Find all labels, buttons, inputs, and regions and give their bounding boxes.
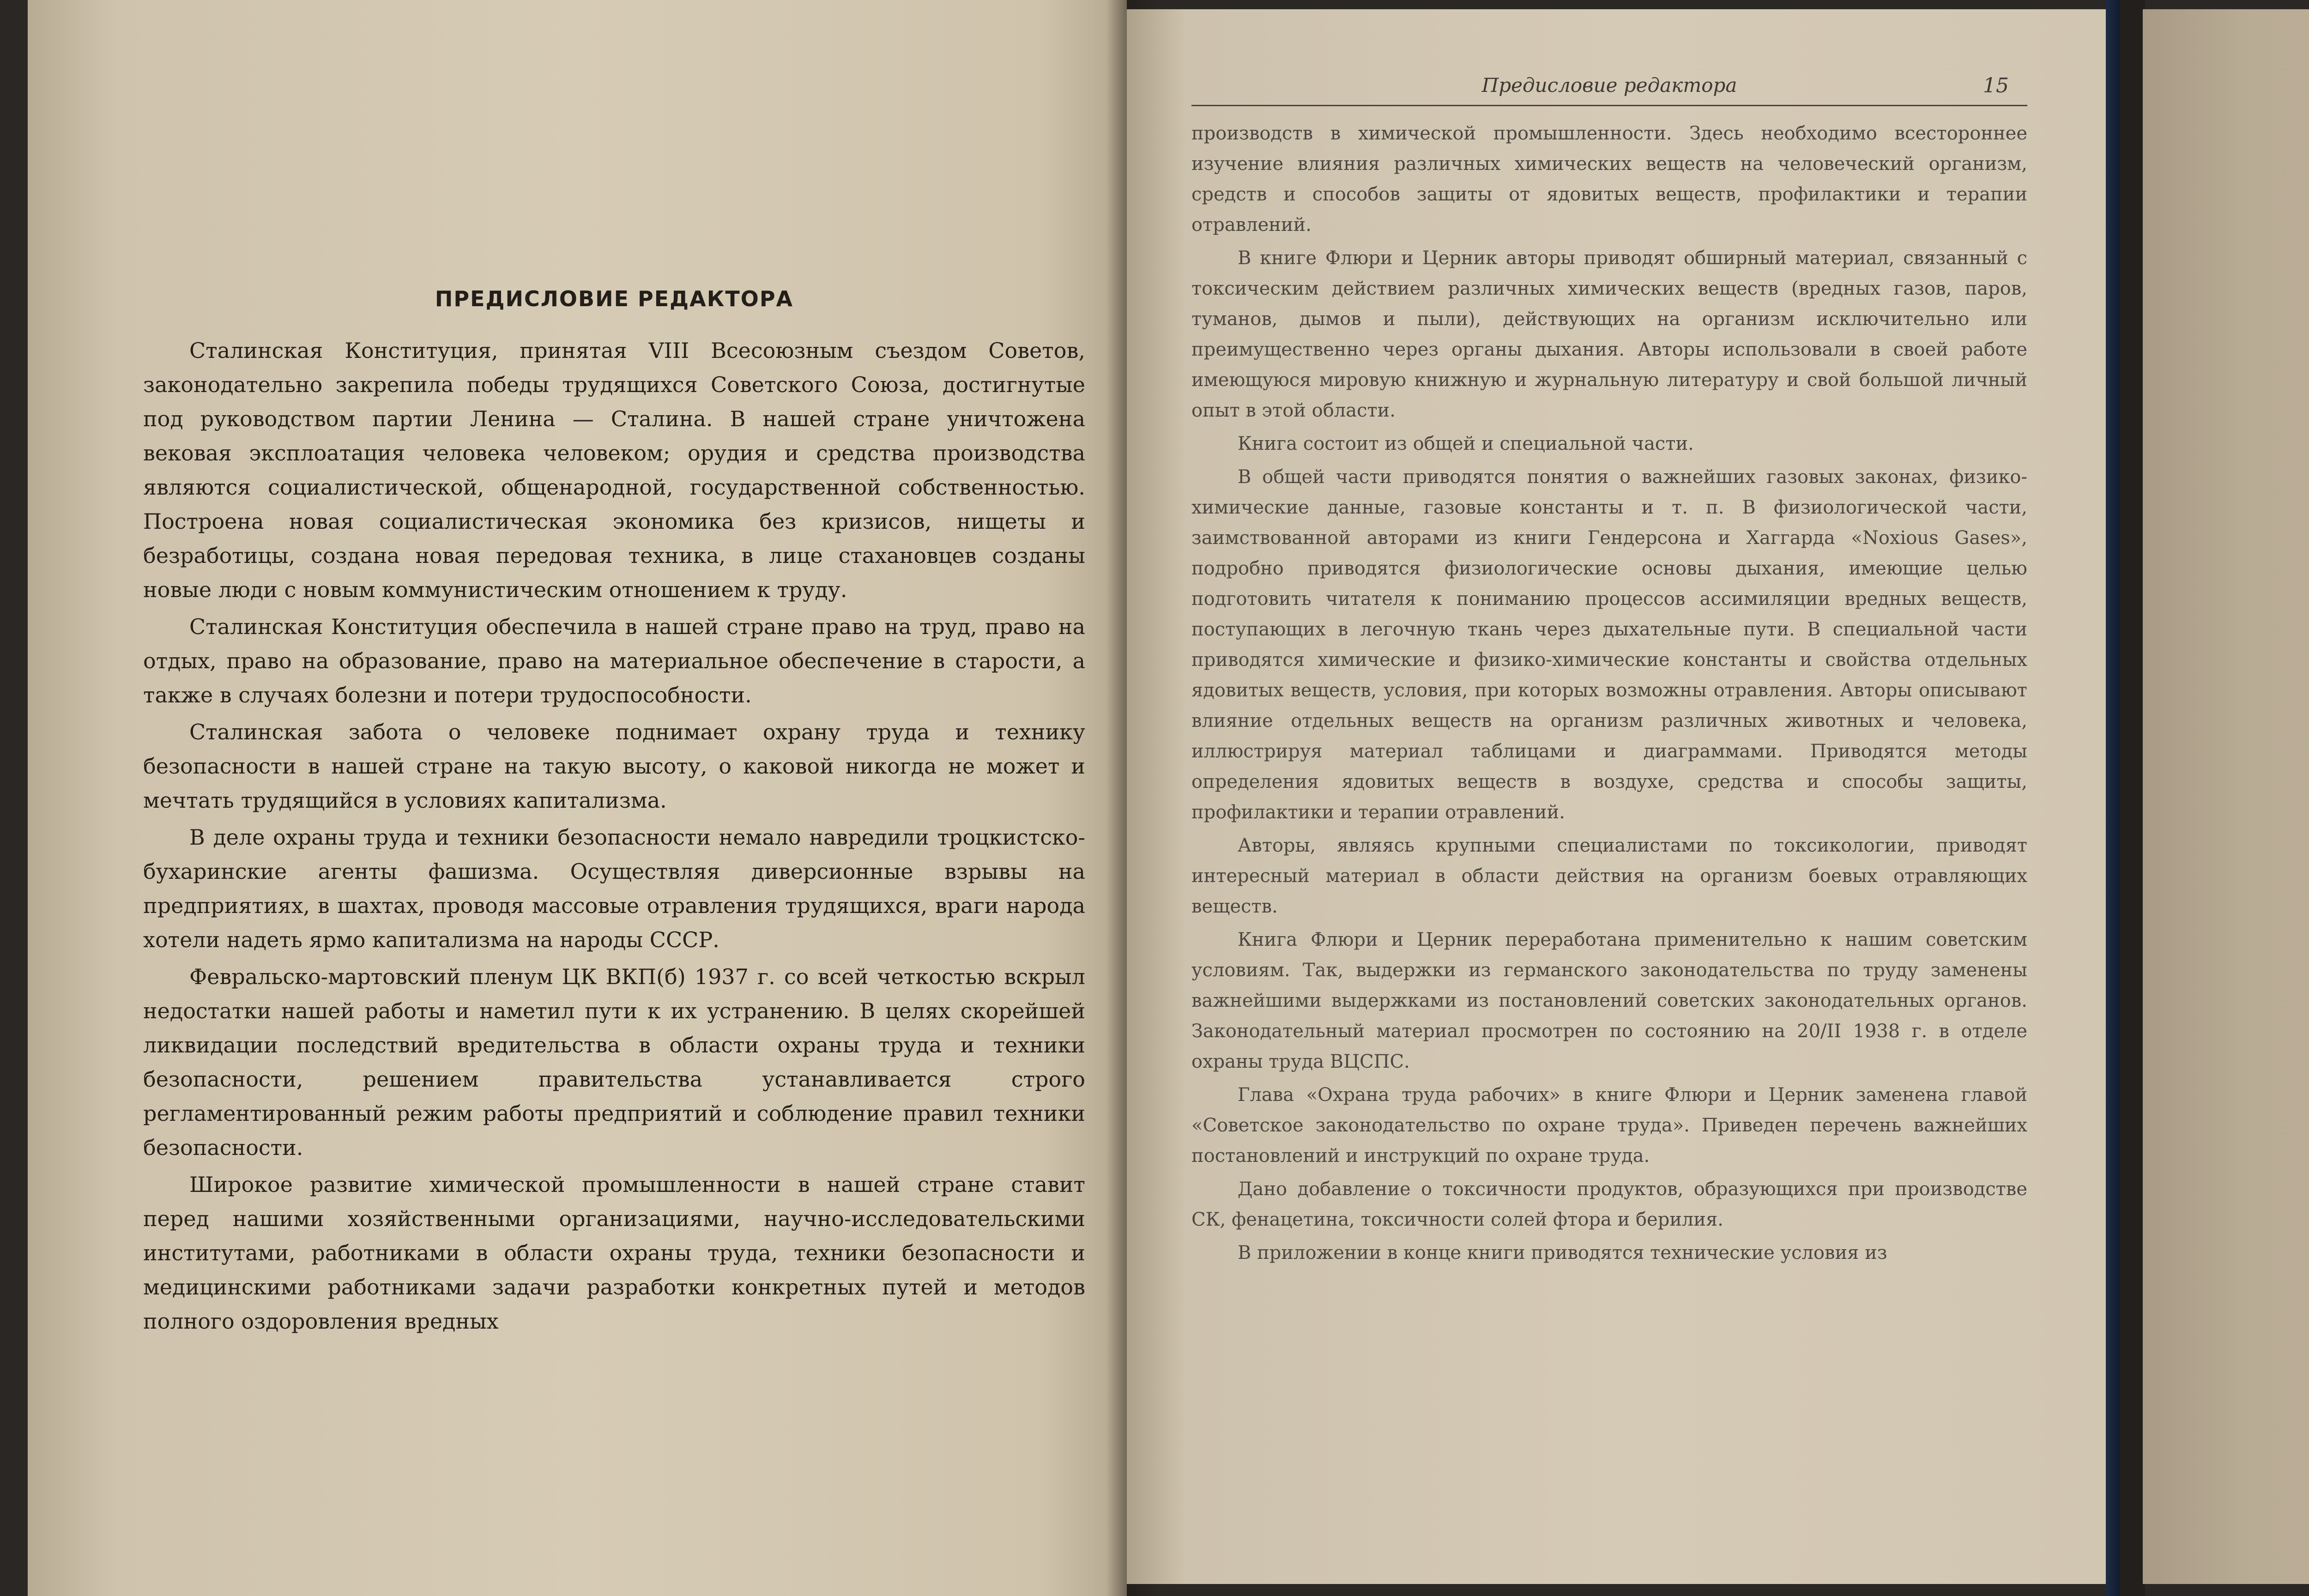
middle-book-page bbox=[1127, 9, 2120, 1584]
paragraph: Сталинская Конституция, принятая VIII Всесоюзным съездом Советов, законодательно закрепила победы трудящихся Советского Союза, достигнутые под руководством партии Ленина — Сталина. В нашей стране уничтожена вековая эксплоатация человека человеком; орудия и средства производства являются социалистической, общенародной, государственной собственностью. Построена новая социалистическая экономика без кризисов, нищеты и безработицы, создана новая передовая техника, в лице стахановцев созданы новые люди с новым коммунистическим отношением к труду. bbox=[143, 338, 1085, 602]
paragraph: В приложении в конце книги приводятся технические условия из bbox=[1238, 1242, 1887, 1264]
paragraph: В деле охраны труда и техники безопасности немало навредили троцкистско-бухаринские агенты фашизма. Осуществляя диверсионные взрывы на предприятиях, в шахтах, проводя массовые отравления трудящихся, враги народа хотели надеть ярмо капитализма на народы СССР. bbox=[143, 825, 1085, 952]
paragraph: Сталинская Конституция обеспечила в нашей стране право на труд, право на отдых, право на образование, право на материальное обеспечение в старости, а также в случаях болезни и потери трудоспособности. bbox=[143, 614, 1085, 707]
paragraph: Сталинская забота о человеке поднимает охрану труда и технику безопасности в нашей стране на такую высоту, о каковой никогда не может и мечтать трудящийся в условиях капитализма. bbox=[143, 719, 1085, 813]
paragraph: Дано добавление о токсичности продуктов, образующихся при производстве СК, фенацетина, токсичности солей фтора и берилия. bbox=[1191, 1179, 2027, 1230]
paragraph: производств в химической промышленности. Здесь необходимо всестороннее изучение влияния различных химических веществ на человеческий организм, средств и способов защиты от ядовитых веществ, профилактики и терапии отравлений. bbox=[1191, 123, 2027, 236]
header-rule bbox=[1191, 105, 2027, 106]
left-book-page bbox=[28, 0, 1127, 1596]
page-number: 15 bbox=[1983, 74, 2009, 97]
right-book-page bbox=[2143, 9, 2309, 1584]
paragraph: Февральско-мартовский пленум ЦК ВКП(б) 1937 г. со всей четкостью вскрыл недостатки нашей работы и наметил пути к их устранению. В целях скорейшей ликвидации последствий вредительства в области охраны труда и техники безопасности, решением правительства устанавливается строго регламентированный режим работы предприятий и соблюдение правил техники безопасности. bbox=[143, 964, 1085, 1160]
paragraph: Широкое развитие химической промышленности в нашей стране ставит перед нашими хозяйственными организациями, научно-исследовательскими институтами, работниками в области охраны труда, техники безопасности и медицинскими работниками задачи разработки конкретных путей и методов полного оздоровления вредных bbox=[143, 1172, 1085, 1334]
running-header-title: Предисловие редактора bbox=[1481, 74, 1737, 97]
paragraph: В общей части приводятся понятия о важнейших газовых законах, физико-химические данные, газовые константы и т. п. В физиологической части, заимствованной авторами из книги Гендерсона и Хаггарда «Noxious Gases», подробно приводятся физиологические основы дыхания, имеющие целью подготовить читателя к пониманию процессов ассимиляции вредных веществ, поступающих в легочную ткань через дыхательные пути. В специальной части приводятся химические и физико-химические константы и свойства отдельных ядовитых веществ, условия, при которых возможны отравления. Авторы описывают влияние отдельных веществ на организм различных животных и человека, иллюстрируя материал таблицами и диаграммами. Приводятся методы определения ядовитых веществ в воздухе, средства и способы защиты, профилактики и терапии отравлений. bbox=[1191, 466, 2027, 823]
photo-seam bbox=[2120, 0, 2145, 1596]
running-header bbox=[1191, 74, 2027, 106]
paragraph: Глава «Охрана труда рабочих» в книге Флюри и Церник заменена главой «Советское законодательство по охране труда». Приведен перечень важнейших постановлений и инструкций по охране труда. bbox=[1191, 1084, 2027, 1167]
paragraph: В книге Флюри и Церник авторы приводят обширный материал, связанный с токсическим действием различных химических веществ (вредных газов, паров, туманов, дымов и пыли), действующих на организм исключительно или преимущественно через органы дыхания. Авторы использовали в своей работе имеющуюся мировую книжную и журнальную литературу и свой большой личный опыт в этой области. bbox=[1191, 248, 2027, 421]
page-title: ПРЕДИСЛОВИЕ РЕДАКТОРА bbox=[435, 286, 794, 311]
paragraph: Книга Флюри и Церник переработана применительно к нашим советским условиям. Так, выдержки из германского законодательства по труду заменены важнейшими выдержками из постановлений советских законодательных органов. Законодательный материал просмотрен по состоянию на 20/II 1938 г. в отделе охраны труда ВЦСПС. bbox=[1191, 929, 2027, 1072]
paragraph: Книга состоит из общей и специальной части. bbox=[1238, 433, 1694, 454]
paragraph: Авторы, являясь крупными специалистами по токсикологии, приводят интересный материал в области действия на организм боевых отравляющих веществ. bbox=[1191, 835, 2027, 917]
